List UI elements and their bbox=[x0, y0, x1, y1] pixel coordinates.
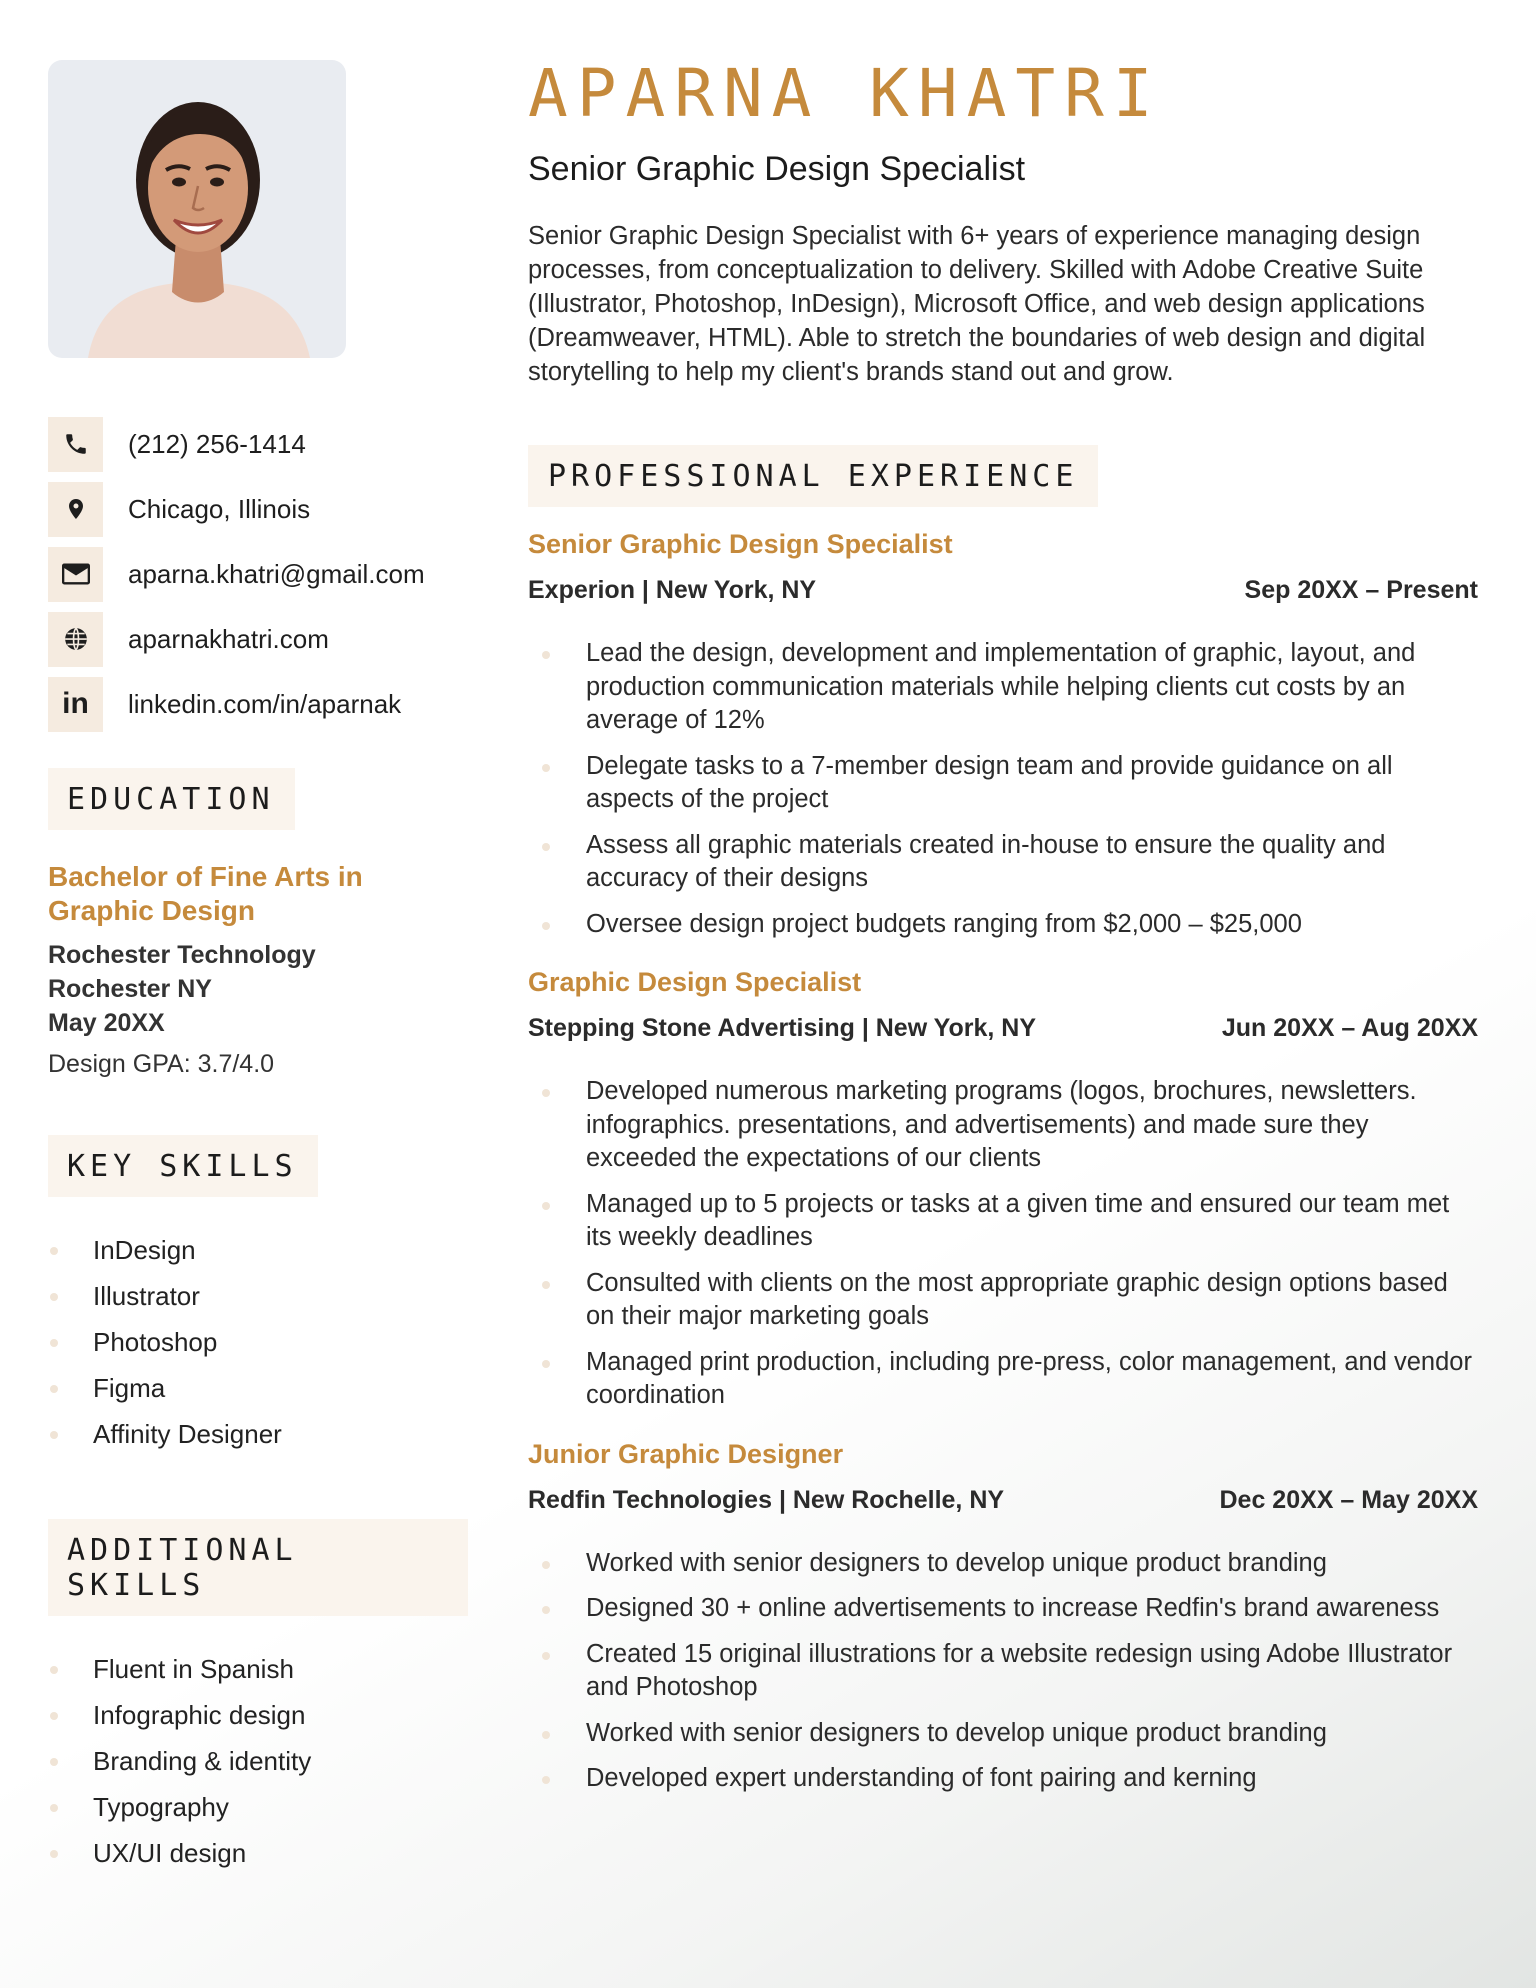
contact-location bbox=[48, 481, 468, 537]
job-dates: Jun 20XX – Aug 20XX bbox=[1221, 1014, 1478, 1042]
job-meta bbox=[528, 1014, 1478, 1043]
job-company: Redfin Technologies | New Rochelle, NY bbox=[528, 1485, 1005, 1514]
job-entry bbox=[528, 967, 1478, 1413]
job-bullets bbox=[528, 637, 1478, 941]
list-item: Illustrator bbox=[48, 1273, 468, 1319]
envelope-icon bbox=[48, 547, 103, 602]
email-link[interactable]: aparna.khatri@gmail.com bbox=[128, 558, 425, 589]
key-skills-heading: KEY SKILLS bbox=[48, 1135, 318, 1197]
job-entry bbox=[528, 529, 1478, 941]
education-date: May 20XX bbox=[48, 1009, 165, 1037]
location-text: Chicago, Illinois bbox=[128, 493, 311, 524]
contact-linkedin bbox=[48, 676, 468, 732]
list-item: Consulted with clients on the most appropriate graphic design options based on their major marketing goals bbox=[528, 1267, 1478, 1334]
phone-icon bbox=[48, 417, 103, 472]
main-content bbox=[528, 54, 1478, 1808]
contact-list bbox=[48, 416, 468, 732]
job-bullets bbox=[528, 1547, 1478, 1796]
list-item: Branding & identity bbox=[48, 1738, 468, 1784]
education-section bbox=[48, 768, 468, 1079]
portrait-illustration bbox=[48, 60, 346, 358]
website-link[interactable]: aparnakhatri.com bbox=[128, 623, 329, 654]
additional-skills-list bbox=[48, 1646, 468, 1876]
list-item: Created 15 original illustrations for a website redesign using Adobe Illustrator and Photoshop bbox=[528, 1638, 1478, 1705]
linkedin-link[interactable]: linkedin.com/in/aparnak bbox=[128, 688, 402, 719]
education-school: Rochester Technology bbox=[48, 941, 316, 969]
list-item: Managed print production, including pre-press, color management, and vendor coordination bbox=[528, 1346, 1478, 1413]
list-item: Figma bbox=[48, 1365, 468, 1411]
list-item: Affinity Designer bbox=[48, 1411, 468, 1457]
list-item: UX/UI design bbox=[48, 1830, 468, 1876]
job-meta bbox=[528, 576, 1478, 605]
list-item: InDesign bbox=[48, 1227, 468, 1273]
additional-skills-section bbox=[48, 1519, 468, 1876]
list-item: Managed up to 5 projects or tasks at a given time and ensured our team met its weekly deadlines bbox=[528, 1188, 1478, 1255]
education-heading: EDUCATION bbox=[48, 768, 295, 830]
linkedin-icon: in bbox=[48, 677, 103, 732]
list-item: Typography bbox=[48, 1784, 468, 1830]
phone-number: (212) 256-1414 bbox=[128, 428, 306, 459]
job-entry bbox=[528, 1439, 1478, 1796]
experience-heading: PROFESSIONAL EXPERIENCE bbox=[528, 445, 1098, 507]
profile-summary: Senior Graphic Design Specialist with 6+ years of experience managing design processes, from conceptualization to delivery. Skilled with Adobe Creative Suite (Illustrator, Photoshop, InDesign), Microsoft Office, and web design applications (Dreamweaver, HTML). Able to stretch the boundaries of web design and digital storytelling to help my client's brands stand out and grow. bbox=[528, 222, 1426, 386]
education-location: Rochester NY bbox=[48, 975, 212, 1003]
list-item: Photoshop bbox=[48, 1319, 468, 1365]
profile-photo bbox=[48, 60, 346, 358]
job-bullets bbox=[528, 1075, 1478, 1413]
job-role: Junior Graphic Designer bbox=[528, 1438, 844, 1469]
sidebar bbox=[48, 60, 468, 1876]
list-item: Developed numerous marketing programs (logos, brochures, newsletters. infographics. presentations, and advertisements) and made sure they exceeded the expectations of our clients bbox=[528, 1075, 1478, 1176]
candidate-name: APARNA KHATRI bbox=[528, 55, 1162, 132]
list-item: Delegate tasks to a 7-member design team and provide guidance on all aspects of the project bbox=[528, 750, 1478, 817]
candidate-title: Senior Graphic Design Specialist bbox=[528, 150, 1026, 188]
list-item: Fluent in Spanish bbox=[48, 1646, 468, 1692]
list-item: Designed 30 + online advertisements to increase Redfin's brand awareness bbox=[528, 1592, 1478, 1626]
contact-website bbox=[48, 611, 468, 667]
job-company: Experion | New York, NY bbox=[528, 576, 817, 604]
education-degree: Bachelor of Fine Arts in Graphic Design bbox=[48, 861, 363, 926]
job-company: Stepping Stone Advertising | New York, NY bbox=[528, 1014, 1036, 1042]
job-meta bbox=[528, 1486, 1478, 1515]
contact-email bbox=[48, 546, 468, 602]
key-skills-section bbox=[48, 1135, 468, 1457]
job-role: Senior Graphic Design Specialist bbox=[528, 529, 953, 559]
job-role: Graphic Design Specialist bbox=[528, 967, 862, 997]
list-item: Worked with senior designers to develop unique product branding bbox=[528, 1717, 1478, 1751]
additional-skills-heading: ADDITIONAL SKILLS bbox=[48, 1519, 468, 1616]
list-item: Lead the design, development and implementation of graphic, layout, and production communication materials while helping clients cut costs by an average of 12% bbox=[528, 637, 1478, 738]
key-skills-list bbox=[48, 1227, 468, 1457]
list-item: Assess all graphic materials created in-house to ensure the quality and accuracy of their designs bbox=[528, 829, 1478, 896]
list-item: Worked with senior designers to develop unique product branding bbox=[528, 1547, 1478, 1581]
job-dates: Dec 20XX – May 20XX bbox=[1219, 1485, 1478, 1514]
contact-phone bbox=[48, 416, 468, 472]
education-gpa: Design GPA: 3.7/4.0 bbox=[48, 1050, 275, 1078]
list-item: Oversee design project budgets ranging from $2,000 – $25,000 bbox=[528, 908, 1478, 942]
list-item: Developed expert understanding of font pairing and kerning bbox=[528, 1762, 1478, 1796]
globe-icon bbox=[48, 612, 103, 667]
job-dates: Sep 20XX – Present bbox=[1244, 576, 1478, 604]
list-item: Infographic design bbox=[48, 1692, 468, 1738]
location-pin-icon bbox=[48, 482, 103, 537]
